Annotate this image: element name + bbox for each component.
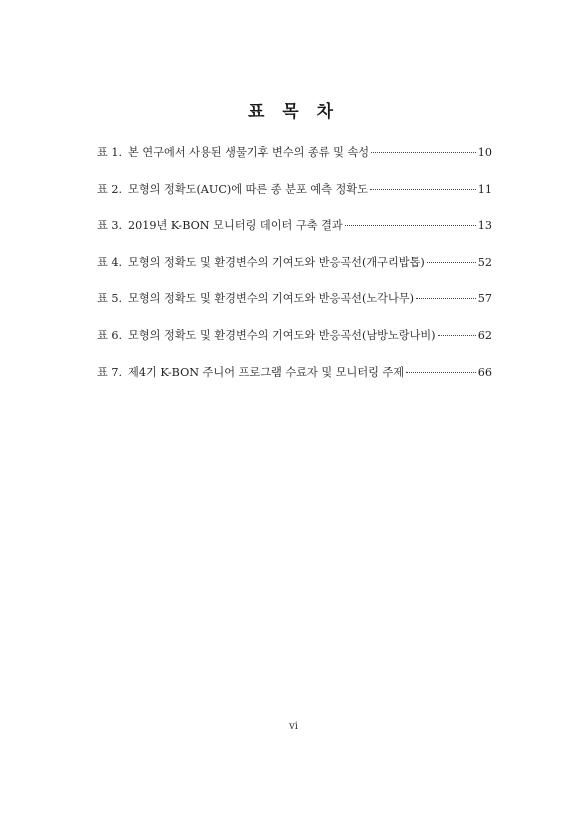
toc-entry-page: 52 bbox=[477, 255, 492, 269]
toc-entry-label: 표 6. bbox=[97, 328, 123, 342]
toc-entry-label: 표 1. bbox=[97, 146, 123, 159]
leader-dots bbox=[345, 225, 476, 226]
page-title: 표 목 차 bbox=[247, 102, 340, 122]
toc-entry-label: 표 2. bbox=[97, 182, 123, 196]
toc-entry-title: 모형의 정확도 및 환경변수의 기여도와 반응곡선(노각나무) bbox=[128, 292, 414, 306]
toc-entry-page: 57 bbox=[477, 292, 492, 306]
toc-entry-page: 62 bbox=[477, 328, 492, 342]
toc-entry-title: 2019년 K-BON 모니터링 데이터 구축 결과 bbox=[128, 219, 343, 233]
leader-dots bbox=[427, 262, 476, 263]
toc-entry-title: 모형의 정확도 및 환경변수의 기여도와 반응곡선(남방노랑나비) bbox=[128, 328, 436, 342]
leader-dots bbox=[438, 335, 476, 336]
toc-entry-label: 표 3. bbox=[97, 219, 123, 233]
toc-entry[interactable] bbox=[97, 214, 492, 251]
page-number: vi bbox=[289, 721, 298, 732]
toc-entry[interactable] bbox=[97, 141, 492, 178]
toc-entry[interactable] bbox=[97, 287, 492, 324]
toc-entry[interactable] bbox=[97, 324, 492, 361]
toc-entry[interactable] bbox=[97, 178, 492, 215]
leader-dots bbox=[371, 152, 476, 153]
leader-dots bbox=[416, 298, 476, 299]
toc-entry-page: 66 bbox=[477, 365, 492, 379]
toc-entry-title: 제4기 K-BON 주니어 프로그램 수료자 및 모니터링 주제 bbox=[128, 365, 405, 379]
toc-entry-title: 모형의 정확도 및 환경변수의 기여도와 반응곡선(개구리밥톱) bbox=[128, 255, 425, 269]
toc-entry-title: 본 연구에서 사용된 생물기후 변수의 종류 및 속성 bbox=[128, 146, 370, 159]
toc-entry-label: 표 5. bbox=[97, 292, 123, 306]
toc-entry-label: 표 7. bbox=[97, 365, 123, 379]
toc-entry-title: 모형의 정확도(AUC)에 따른 종 분포 예측 정확도 bbox=[128, 182, 368, 196]
toc-entry-page: 11 bbox=[477, 182, 492, 196]
toc-entry[interactable] bbox=[97, 251, 492, 288]
table-of-contents-list bbox=[97, 141, 492, 397]
toc-entry-page: 13 bbox=[477, 219, 492, 233]
leader-dots bbox=[370, 189, 476, 190]
toc-entry-page: 10 bbox=[477, 146, 492, 159]
toc-entry[interactable] bbox=[97, 361, 492, 398]
toc-entry-label: 표 4. bbox=[97, 255, 123, 269]
leader-dots bbox=[406, 372, 476, 373]
